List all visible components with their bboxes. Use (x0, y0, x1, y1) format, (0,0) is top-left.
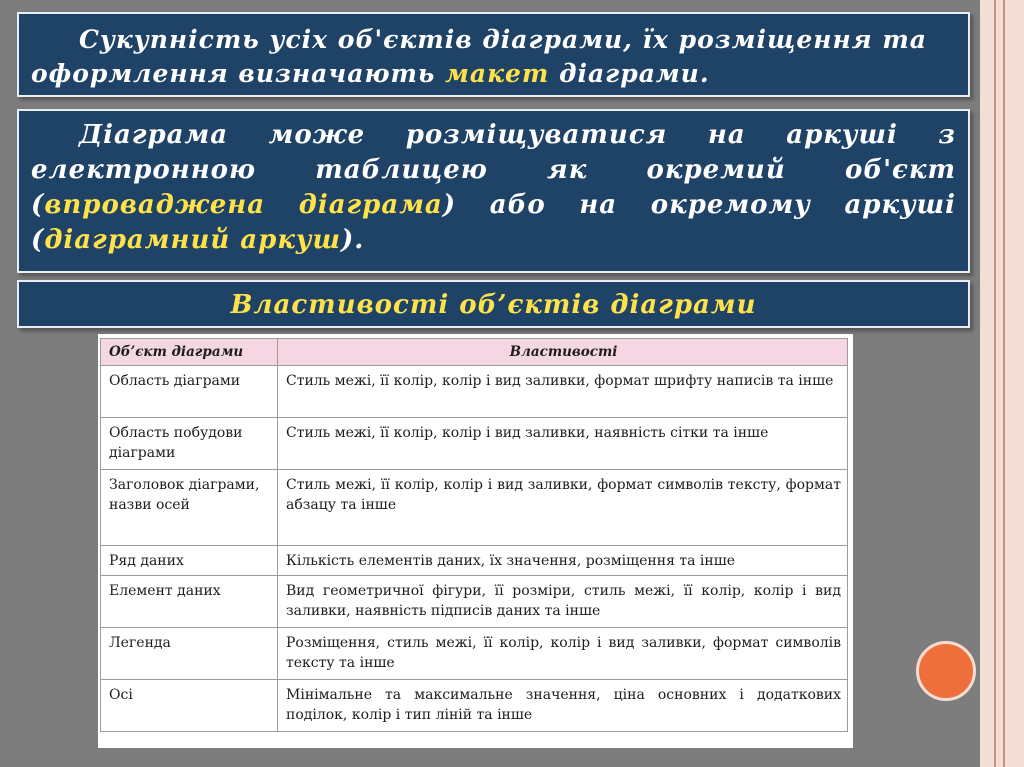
properties-cell: Розміщення, стиль межі, її колір, колір і вид заливки, формат символів тексту та інше (278, 628, 848, 680)
properties-cell: Стиль межі, її колір, колір і вид заливки, формат символів тексту, формат абзацу та інше (278, 470, 848, 546)
properties-cell: Кількість елементів даних, їх значення, розміщення та інше (278, 546, 848, 576)
box2-highlight-chart-sheet: діаграмний аркуш (44, 225, 341, 255)
table-row (101, 680, 848, 732)
properties-table (100, 338, 848, 732)
object-cell: Легенда (101, 628, 278, 680)
section-title: Властивості об’єктів діаграми (230, 290, 757, 320)
object-cell: Область діаграми (101, 366, 278, 418)
properties-cell: Стиль межі, її колір, колір і вид заливки, формат шрифту написів та інше (278, 366, 848, 418)
box2-part3: ). (340, 225, 365, 255)
box2-part1: Діаграма може розміщуватися на аркуші з електронною таблицею як окремий об'єкт ( (31, 120, 956, 220)
strip-line (1003, 0, 1005, 767)
properties-cell: Мінімальне та максимальне значення, ціна основних і додаткових поділок, колір і тип ліній та інше (278, 680, 848, 732)
section-title-box (17, 280, 970, 328)
object-cell: Осі (101, 680, 278, 732)
box1-text-before: Сукупність усіх об'єктів діаграми, їх розміщення та оформлення визначають (31, 25, 927, 88)
definition-box-layout (17, 12, 970, 97)
table-row (101, 418, 848, 470)
box1-text-after: діаграми. (549, 59, 710, 88)
table-row (101, 628, 848, 680)
table-row (101, 576, 848, 628)
header-object: Об’єкт діаграми (101, 339, 278, 366)
placement-info-box (17, 109, 970, 273)
box1-highlight: макет (445, 59, 550, 88)
properties-table-panel (98, 334, 853, 748)
properties-cell: Вид геометричної фігури, її розміри, стиль межі, її колір, колір і вид заливки, наявність підписів даних та інше (278, 576, 848, 628)
header-properties: Властивості (278, 339, 848, 366)
decorative-side-strip (980, 0, 1024, 767)
object-cell: Область побудови діаграми (101, 418, 278, 470)
object-cell: Ряд даних (101, 546, 278, 576)
table-row (101, 546, 848, 576)
decorative-circle (916, 641, 976, 701)
box2-part2: ) або на окремому аркуші ( (31, 190, 957, 255)
box2-highlight-embedded: впроваджена діаграма (44, 190, 443, 220)
properties-cell: Стиль межі, її колір, колір і вид заливки, наявність сітки та інше (278, 418, 848, 470)
table-header-row (101, 339, 848, 366)
object-cell: Заголовок діаграми, назви осей (101, 470, 278, 546)
object-cell: Елемент даних (101, 576, 278, 628)
table-row (101, 366, 848, 418)
strip-line (994, 0, 996, 767)
table-row (101, 470, 848, 546)
